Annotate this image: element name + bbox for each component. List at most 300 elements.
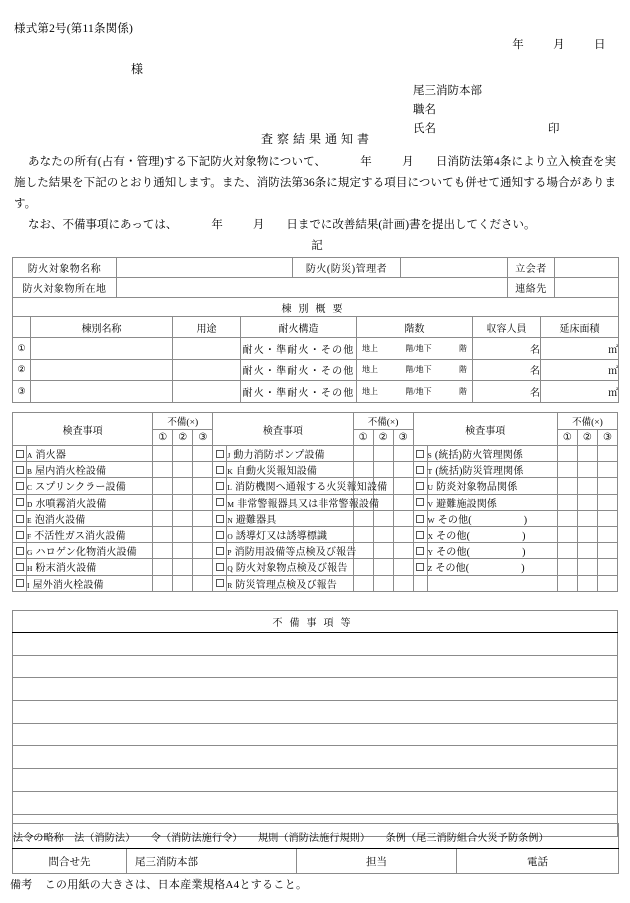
inspection-item-x[interactable] xyxy=(427,526,557,542)
inspection-item-m[interactable] xyxy=(227,494,380,510)
checkbox-cell-r[interactable] xyxy=(213,575,227,591)
fire-manager-value[interactable] xyxy=(401,258,508,278)
date-month-label: 月 xyxy=(553,39,565,51)
defect-mark-s-2[interactable] xyxy=(577,446,597,462)
paragraph-1-month: 月 xyxy=(401,156,414,168)
item-label: 屋内消火栓設備 xyxy=(35,466,107,478)
deficiency-line xyxy=(13,633,618,656)
checkbox-icon[interactable] xyxy=(216,482,224,490)
checkbox-cell-b[interactable] xyxy=(13,462,27,478)
checkbox-icon[interactable] xyxy=(216,498,224,506)
target-name-value[interactable] xyxy=(117,258,293,278)
capacity-unit[interactable]: 名 xyxy=(473,338,541,360)
item-letter: M xyxy=(227,499,235,509)
target-address-value[interactable] xyxy=(117,278,508,298)
checkbox-icon[interactable] xyxy=(416,515,424,523)
defect-mark-o-2[interactable] xyxy=(373,526,393,542)
item-label: 防火対象物点検及び報告 xyxy=(235,563,348,575)
item-letter: R xyxy=(227,580,233,590)
deficiency-line xyxy=(13,791,618,814)
target-address-label: 防火対象物所在地 xyxy=(13,278,117,298)
building-floors-cell[interactable] xyxy=(357,338,473,360)
table-row xyxy=(13,338,619,360)
defect-mark-u-1[interactable] xyxy=(557,478,577,494)
checkbox-cell-t[interactable] xyxy=(413,462,427,478)
defect-mark-z-1[interactable] xyxy=(557,559,577,575)
defect-mark-n-2[interactable] xyxy=(373,510,393,526)
item-label: 不活性ガス消火設備 xyxy=(34,531,126,543)
checkbox-cell-c[interactable] xyxy=(13,478,27,494)
table-row xyxy=(13,494,618,510)
area-unit[interactable]: ㎡ xyxy=(541,338,619,360)
checkbox-cell-x[interactable] xyxy=(413,526,427,542)
table-row xyxy=(13,446,618,462)
paragraph-1-year: 年 xyxy=(360,156,372,168)
defect-mark-f-1[interactable] xyxy=(153,526,173,542)
defect-mark-r-3[interactable] xyxy=(393,575,413,591)
defect-mark-h-1[interactable] xyxy=(153,559,173,575)
defect-mark-x-1[interactable] xyxy=(557,526,577,542)
defect-mark-b-2[interactable] xyxy=(173,462,193,478)
defect-mark-c-3[interactable] xyxy=(193,478,213,494)
paragraph-2-month: 月 xyxy=(252,219,265,231)
inspection-item-d[interactable] xyxy=(27,494,153,510)
building-structure-options[interactable]: 耐火・準耐火・その他 xyxy=(241,381,357,403)
floors-below-label: 階 xyxy=(458,386,467,396)
item-letter: T xyxy=(427,467,433,477)
defect-mark-empty-2[interactable] xyxy=(577,575,597,591)
defect-mark-r-1[interactable] xyxy=(353,575,373,591)
defect-mark-w-3[interactable] xyxy=(597,510,617,526)
inspection-item-e[interactable] xyxy=(27,510,153,526)
defect-mark-d-1[interactable] xyxy=(153,494,173,510)
inspection-item-a[interactable] xyxy=(27,446,153,462)
inspection-item-c[interactable] xyxy=(27,478,153,494)
item-letter: I xyxy=(27,580,30,590)
ki-marker: 記 xyxy=(311,240,323,252)
inspection-item-s[interactable] xyxy=(427,446,557,462)
deficiency-line-value[interactable] xyxy=(13,655,618,678)
checkbox-cell-k[interactable] xyxy=(213,462,227,478)
issuer-organization: 尾三消防本部 xyxy=(413,85,482,97)
table-row xyxy=(13,278,619,298)
defect-mark-g-3[interactable] xyxy=(193,543,213,559)
defect-mark-a-2[interactable] xyxy=(173,446,193,462)
item-label: 誘導灯又は誘導標識 xyxy=(235,531,328,543)
defect-mark-r-2[interactable] xyxy=(373,575,393,591)
defect-mark-g-1[interactable] xyxy=(153,543,173,559)
checkbox-icon[interactable] xyxy=(416,547,424,555)
table-row xyxy=(13,543,618,559)
issue-date-line xyxy=(512,36,608,52)
paragraph-2-part-b: 日までに改善結果(計画)書を提出してください。 xyxy=(286,219,536,231)
inspection-item-i[interactable] xyxy=(27,575,153,591)
defect-mark-w-2[interactable] xyxy=(577,510,597,526)
checkbox-icon[interactable] xyxy=(216,563,224,571)
building-floors-cell[interactable] xyxy=(357,381,473,403)
defect-mark-j-1[interactable] xyxy=(353,446,373,462)
row-number: ① xyxy=(13,338,31,360)
footer-table xyxy=(12,823,619,874)
checkbox-cell-u[interactable] xyxy=(413,478,427,494)
contact-row xyxy=(13,849,619,874)
item-letter: Y xyxy=(427,548,434,558)
floors-above-label: 地上 xyxy=(362,343,378,353)
phone-label: 電話 xyxy=(457,849,619,874)
capacity-unit[interactable]: 名 xyxy=(473,359,541,381)
checkbox-icon[interactable] xyxy=(16,515,24,523)
item-label: 屋外消火栓設備 xyxy=(32,579,104,591)
defect-sub-2-a: ① xyxy=(353,430,373,446)
defect-mark-o-3[interactable] xyxy=(393,526,413,542)
defect-mark-w-1[interactable] xyxy=(557,510,577,526)
defect-mark-t-3[interactable] xyxy=(597,462,617,478)
item-letter: W xyxy=(427,515,435,525)
defect-mark-s-1[interactable] xyxy=(557,446,577,462)
table-row xyxy=(13,559,618,575)
defect-mark-y-1[interactable] xyxy=(557,543,577,559)
checkbox-cell-l[interactable] xyxy=(213,478,227,494)
checkbox-icon[interactable] xyxy=(16,579,24,587)
checkbox-icon[interactable] xyxy=(416,563,424,571)
inspection-item-z[interactable] xyxy=(427,559,557,575)
defect-mark-x-2[interactable] xyxy=(577,526,597,542)
item-label: (統括)防災管理関係 xyxy=(435,466,524,478)
row-number: ③ xyxy=(13,381,31,403)
inspection-item-f[interactable] xyxy=(27,526,153,542)
item-letter: Z xyxy=(427,564,433,574)
defect-mark-v-2[interactable] xyxy=(577,494,597,510)
checkbox-icon[interactable] xyxy=(216,450,224,458)
checkbox-cell-q[interactable] xyxy=(213,559,227,575)
defect-mark-h-2[interactable] xyxy=(173,559,193,575)
item-label: 水噴霧消火設備 xyxy=(35,498,107,510)
checkbox-cell-j[interactable] xyxy=(213,446,227,462)
item-letter: G xyxy=(27,548,33,558)
item-label: 消防用設備等点検及び報告 xyxy=(234,547,357,559)
checkbox-icon[interactable] xyxy=(216,547,224,555)
defect-sub-1-b: ② xyxy=(173,430,193,446)
checkbox-icon[interactable] xyxy=(416,531,424,539)
table-row xyxy=(13,258,619,278)
issuer-name-text: 氏名 xyxy=(413,123,436,135)
table-row xyxy=(13,359,619,381)
checkbox-icon[interactable] xyxy=(416,498,424,506)
inspection-item-b[interactable] xyxy=(27,462,153,478)
item-letter: D xyxy=(27,499,33,509)
target-object-table xyxy=(12,257,619,298)
item-label: 消防機関へ通報する火災報知設備 xyxy=(235,482,388,494)
item-letter: J xyxy=(227,451,231,461)
paragraph-2-part-a: なお、不備事項にあっては、 xyxy=(28,219,178,231)
area-unit[interactable]: ㎡ xyxy=(541,381,619,403)
form-number: 様式第2号(第11条関係) xyxy=(14,23,134,35)
defect-mark-k-2[interactable] xyxy=(373,462,393,478)
item-label: 消火器 xyxy=(35,450,66,462)
defect-mark-j-2[interactable] xyxy=(373,446,393,462)
item-letter: F xyxy=(27,532,32,542)
defect-mark-a-1[interactable] xyxy=(153,446,173,462)
building-use-value[interactable] xyxy=(173,359,241,381)
inspection-col1-header: 検査事項 xyxy=(13,413,153,446)
deficiency-line xyxy=(13,655,618,678)
building-name-value[interactable] xyxy=(31,359,173,381)
item-label: 防炎対象物品関係 xyxy=(436,482,518,494)
defect-mark-e-2[interactable] xyxy=(173,510,193,526)
checkbox-cell-f[interactable] xyxy=(13,526,27,542)
defect-mark-t-1[interactable] xyxy=(557,462,577,478)
inspection-item-empty xyxy=(427,575,557,591)
checkbox-icon[interactable] xyxy=(216,466,224,474)
item-label: その他( xyxy=(436,547,471,559)
checkbox-cell-g[interactable] xyxy=(13,543,27,559)
defect-mark-p-2[interactable] xyxy=(373,543,393,559)
deficiency-line xyxy=(13,746,618,769)
date-year-label: 年 xyxy=(512,39,524,51)
inspection-items-table xyxy=(12,412,618,592)
checkbox-icon[interactable] xyxy=(416,450,424,458)
summary-section-title: 棟別概要 xyxy=(13,298,619,317)
deficiency-line xyxy=(13,678,618,701)
defect-mark-n-1[interactable] xyxy=(353,510,373,526)
defect-mark-n-3[interactable] xyxy=(393,510,413,526)
charge-label: 担当 xyxy=(297,849,457,874)
deficiency-line-value[interactable] xyxy=(13,723,618,746)
checkbox-icon[interactable] xyxy=(16,498,24,506)
defect-mark-u-2[interactable] xyxy=(577,478,597,494)
table-row xyxy=(13,575,618,591)
checkbox-cell-i[interactable] xyxy=(13,575,27,591)
area-unit[interactable]: ㎡ xyxy=(541,359,619,381)
checkbox-icon[interactable] xyxy=(16,450,24,458)
checkbox-cell-w[interactable] xyxy=(413,510,427,526)
inspection-item-u[interactable] xyxy=(427,478,557,494)
item-label: 避難施設関係 xyxy=(436,498,498,510)
inspection-item-l[interactable] xyxy=(227,478,388,494)
checkbox-cell-m[interactable] xyxy=(213,494,227,510)
body-paragraphs xyxy=(14,152,616,236)
defect-mark-v-3[interactable] xyxy=(597,494,617,510)
building-structure-options[interactable]: 耐火・準耐火・その他 xyxy=(241,359,357,381)
deficiency-line-value[interactable] xyxy=(13,791,618,814)
building-use-value[interactable] xyxy=(173,338,241,360)
defect-sub-2-b: ② xyxy=(373,430,393,446)
defect-mark-f-2[interactable] xyxy=(173,526,193,542)
deficiency-line-value[interactable] xyxy=(13,769,618,792)
item-label: 非常警報器具又は非常警報設備 xyxy=(237,498,380,510)
col-header-structure: 耐火構造 xyxy=(241,317,357,338)
summary-section-title-row xyxy=(13,298,619,317)
deficiency-line xyxy=(13,769,618,792)
defect-mark-o-1[interactable] xyxy=(353,526,373,542)
deficiency-line-value[interactable] xyxy=(13,701,618,724)
item-letter: L xyxy=(227,483,232,493)
defect-sub-2-c: ③ xyxy=(393,430,413,446)
building-use-value[interactable] xyxy=(173,381,241,403)
item-label: その他( xyxy=(437,514,472,526)
table-row xyxy=(13,462,618,478)
checkbox-icon[interactable] xyxy=(16,547,24,555)
defect-mark-g-2[interactable] xyxy=(173,543,193,559)
deficiency-table xyxy=(12,610,618,837)
defect-mark-t-2[interactable] xyxy=(577,462,597,478)
defect-mark-m-3[interactable] xyxy=(393,494,413,510)
law-abbreviation-note: 法令の略称 法（消防法） 令（消防法施行令） 規則（消防法施行規則） 条例（尾三消防組合火災予防条例） xyxy=(13,824,619,849)
defect-mark-b-3[interactable] xyxy=(193,462,213,478)
inspection-item-n[interactable] xyxy=(227,510,353,526)
defect-mark-x-3[interactable] xyxy=(597,526,617,542)
item-letter: A xyxy=(27,451,33,461)
checkbox-icon[interactable] xyxy=(16,563,24,571)
defect-mark-k-1[interactable] xyxy=(353,462,373,478)
contact-value[interactable] xyxy=(555,278,619,298)
law-abbrev-row xyxy=(13,824,619,849)
defect-mark-l-3[interactable] xyxy=(393,478,413,494)
col-header-floors: 階数 xyxy=(357,317,473,338)
checkbox-icon[interactable] xyxy=(216,515,224,523)
checkbox-cell-p[interactable] xyxy=(213,543,227,559)
deficiency-line-value[interactable] xyxy=(13,746,618,769)
addressee-sama: 様 xyxy=(131,62,144,76)
defect-mark-empty-1[interactable] xyxy=(557,575,577,591)
date-day-label: 日 xyxy=(594,39,606,51)
checkbox-cell-d[interactable] xyxy=(13,494,27,510)
col-header-use: 用途 xyxy=(173,317,241,338)
building-floors-cell[interactable] xyxy=(357,359,473,381)
defect-mark-e-1[interactable] xyxy=(153,510,173,526)
defect-mark-z-2[interactable] xyxy=(577,559,597,575)
witness-value[interactable] xyxy=(555,258,619,278)
defect-mark-c-2[interactable] xyxy=(173,478,193,494)
inspection-item-y[interactable] xyxy=(427,543,557,559)
item-label: 自動火災報知設備 xyxy=(235,466,318,478)
defect-mark-d-3[interactable] xyxy=(193,494,213,510)
checkbox-cell-z[interactable] xyxy=(413,559,427,575)
item-label: 動力消防ポンプ設備 xyxy=(233,450,325,462)
defect-mark-y-2[interactable] xyxy=(577,543,597,559)
building-summary-table xyxy=(12,297,619,403)
defect-mark-u-3[interactable] xyxy=(597,478,617,494)
checkbox-icon[interactable] xyxy=(16,466,24,474)
paragraph-1 xyxy=(14,152,616,215)
defect-header-1: 不備(×) xyxy=(153,413,213,430)
defect-sub-1-c: ③ xyxy=(193,430,213,446)
defect-mark-v-1[interactable] xyxy=(557,494,577,510)
defect-mark-z-3[interactable] xyxy=(597,559,617,575)
checkbox-cell-y[interactable] xyxy=(413,543,427,559)
inspection-item-p[interactable] xyxy=(227,543,357,559)
defect-mark-a-3[interactable] xyxy=(193,446,213,462)
defect-mark-f-3[interactable] xyxy=(193,526,213,542)
table-row xyxy=(13,478,618,494)
checkbox-cell-a[interactable] xyxy=(13,446,27,462)
checkbox-cell-h[interactable] xyxy=(13,559,27,575)
defect-mark-j-3[interactable] xyxy=(393,446,413,462)
defect-mark-y-3[interactable] xyxy=(597,543,617,559)
defect-mark-empty-3[interactable] xyxy=(597,575,617,591)
inspection-item-h[interactable] xyxy=(27,559,153,575)
item-label: その他( xyxy=(436,531,471,543)
defect-mark-s-3[interactable] xyxy=(597,446,617,462)
checkbox-icon[interactable] xyxy=(416,466,424,474)
inspection-item-r[interactable] xyxy=(227,575,353,591)
paragraph-2-year: 年 xyxy=(211,219,223,231)
summary-column-header-row xyxy=(13,317,619,338)
defect-sub-3-a: ① xyxy=(557,430,577,446)
item-letter: S xyxy=(427,451,432,461)
table-row xyxy=(13,381,619,403)
col-header-no xyxy=(13,317,31,338)
inspection-item-o[interactable] xyxy=(227,526,353,542)
checkbox-icon[interactable] xyxy=(216,531,224,539)
defect-mark-q-3[interactable] xyxy=(393,559,413,575)
defect-mark-i-3[interactable] xyxy=(193,575,213,591)
checkbox-cell-e[interactable] xyxy=(13,510,27,526)
defect-sub-3-b: ② xyxy=(577,430,597,446)
defect-mark-c-1[interactable] xyxy=(153,478,173,494)
page-title: 査察結果通知書 xyxy=(260,132,373,146)
col-header-area: 延床面積 xyxy=(541,317,619,338)
defect-mark-q-2[interactable] xyxy=(373,559,393,575)
defect-mark-q-1[interactable] xyxy=(353,559,373,575)
inspection-item-v[interactable] xyxy=(427,494,557,510)
remark-text: この用紙の大きさは、日本産業規格A4とすること。 xyxy=(44,879,308,891)
defect-sub-1-a: ① xyxy=(153,430,173,446)
defect-mark-i-1[interactable] xyxy=(153,575,173,591)
checkbox-icon[interactable] xyxy=(16,482,24,490)
inspection-item-j[interactable] xyxy=(227,446,353,462)
defect-mark-i-2[interactable] xyxy=(173,575,193,591)
defect-mark-b-1[interactable] xyxy=(153,462,173,478)
defect-mark-e-3[interactable] xyxy=(193,510,213,526)
deficiency-line xyxy=(13,701,618,724)
item-letter: X xyxy=(427,532,434,542)
defect-mark-p-3[interactable] xyxy=(393,543,413,559)
checkbox-cell-o[interactable] xyxy=(213,526,227,542)
inspection-item-g[interactable] xyxy=(27,543,153,559)
fire-manager-label: 防火(防災)管理者 xyxy=(293,258,401,278)
inspection-item-k[interactable] xyxy=(227,462,353,478)
floors-mid-label: 階/地下 xyxy=(405,343,432,353)
deficiency-line-value[interactable] xyxy=(13,633,618,656)
building-structure-options[interactable]: 耐火・準耐火・その他 xyxy=(241,338,357,360)
item-letter: K xyxy=(227,467,233,477)
inspection-item-q[interactable] xyxy=(227,559,353,575)
defect-mark-k-3[interactable] xyxy=(393,462,413,478)
building-name-value[interactable] xyxy=(31,338,173,360)
item-label: 防災管理点検及び報告 xyxy=(235,579,337,591)
defect-mark-h-3[interactable] xyxy=(193,559,213,575)
item-letter: Q xyxy=(227,564,233,574)
checkbox-icon[interactable] xyxy=(16,531,24,539)
checkbox-icon[interactable] xyxy=(416,482,424,490)
deficiency-title: 不備事項等 xyxy=(13,611,618,633)
building-name-value[interactable] xyxy=(31,381,173,403)
floors-mid-label: 階/地下 xyxy=(405,386,432,396)
deficiency-line-value[interactable] xyxy=(13,678,618,701)
defect-sub-3-c: ③ xyxy=(597,430,617,446)
inspection-item-w[interactable] xyxy=(427,510,557,526)
checkbox-cell-v[interactable] xyxy=(413,494,427,510)
witness-label: 立会者 xyxy=(508,258,555,278)
checkbox-icon[interactable] xyxy=(216,579,224,587)
checkbox-cell-s[interactable] xyxy=(413,446,427,462)
inspection-item-t[interactable] xyxy=(427,462,557,478)
inspection-col2-header: 検査事項 xyxy=(213,413,353,446)
checkbox-cell-n[interactable] xyxy=(213,510,227,526)
defect-mark-d-2[interactable] xyxy=(173,494,193,510)
capacity-unit[interactable]: 名 xyxy=(473,381,541,403)
